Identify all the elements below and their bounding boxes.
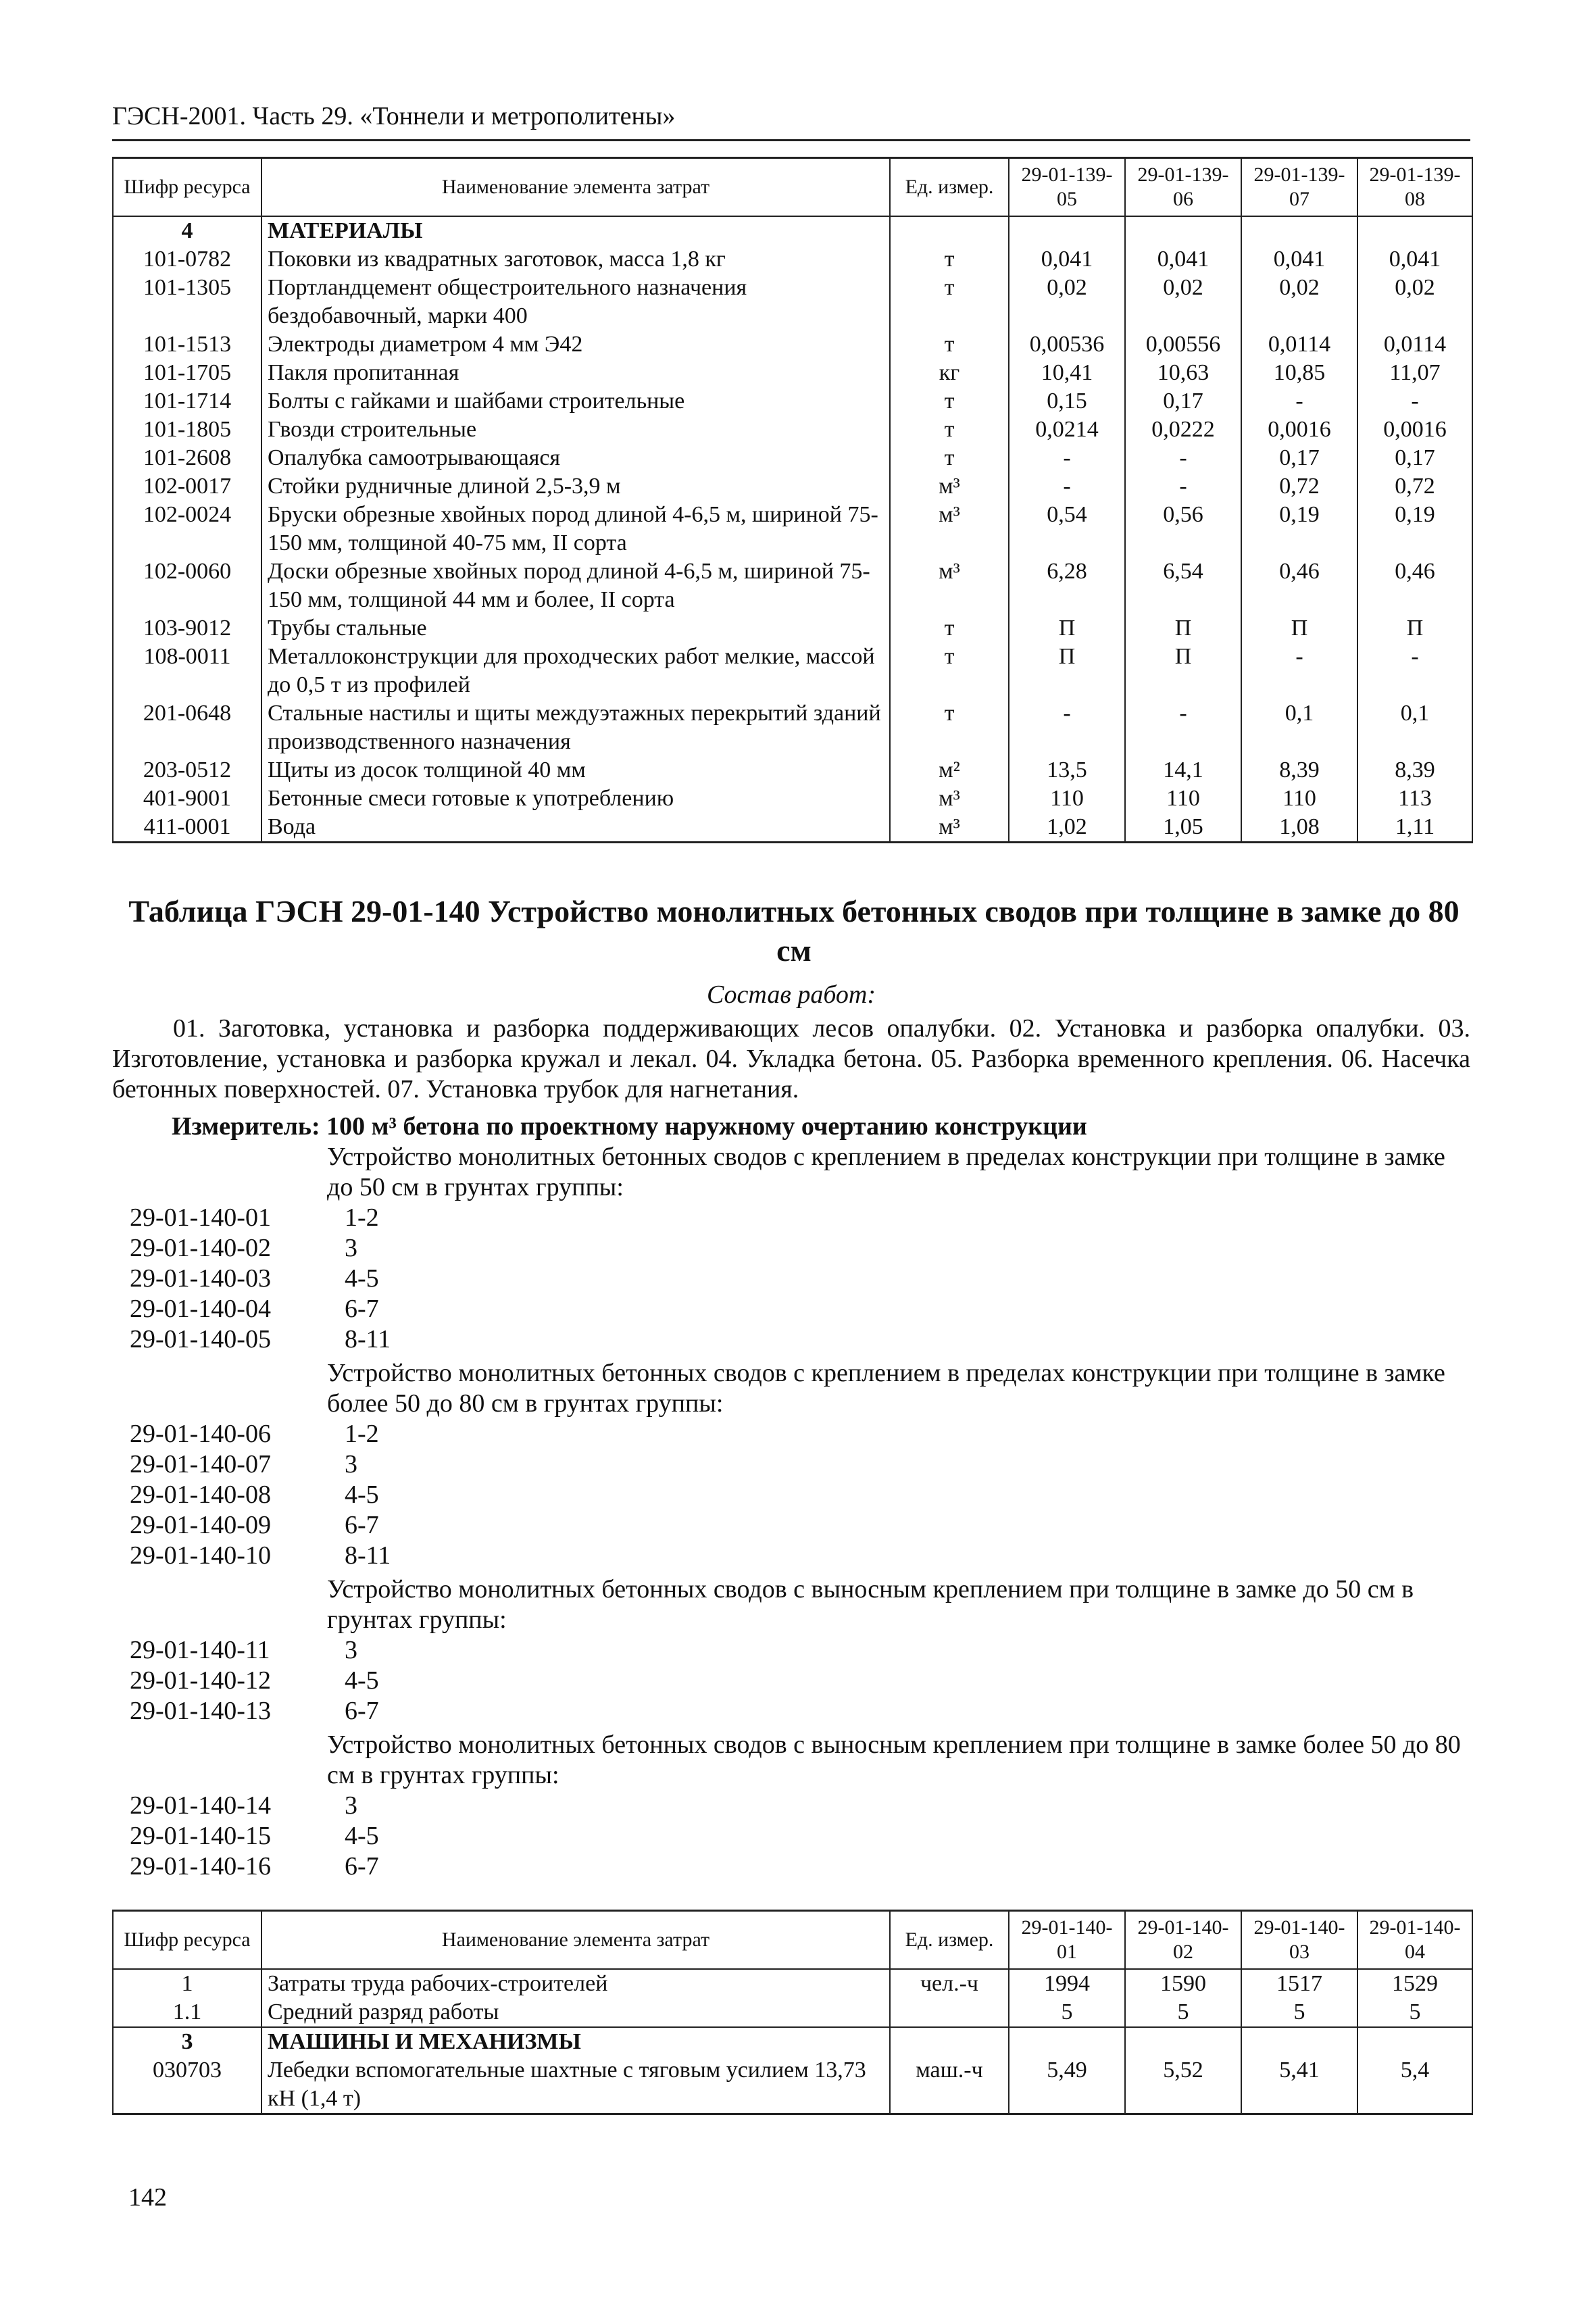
column-header: 29-01-139-08 <box>1357 158 1472 217</box>
resource-code: 411-0001 <box>113 813 261 843</box>
column-header: 29-01-139-06 <box>1125 158 1241 217</box>
norm-item <box>130 1851 379 1882</box>
resource-name: Средний разряд работы <box>261 1998 890 2027</box>
section-row <box>113 216 1472 245</box>
value-cell: 10,41 <box>1009 359 1125 387</box>
value-cell: - <box>1009 444 1125 472</box>
norm-code: 29-01-140-16 <box>130 1852 271 1881</box>
table-row <box>113 359 1472 387</box>
soil-group: 3 <box>345 1636 357 1664</box>
resource-code: 103-9012 <box>113 614 261 643</box>
work-composition-text: 01. Заготовка, установка и разборка поддерживающих лесов опалубки. 02. Установка и разборка опалубки. 03. Изготовление, установка и разборка кружал и лекал. 04. Укладка бетона. 05. Разборка временного крепления. 06. Насечка бетонных поверхностей. 07. Установка трубок для нагнетания. <box>112 1014 1470 1103</box>
empty-cell <box>1125 2027 1241 2056</box>
column-header: 29-01-139-07 <box>1241 158 1357 217</box>
unit: т <box>890 444 1009 472</box>
norm-code: 29-01-140-11 <box>130 1636 270 1664</box>
resource-code: 030703 <box>113 2056 261 2114</box>
value-cell: - <box>1125 699 1241 756</box>
column-header: 29-01-140-03 <box>1241 1911 1357 1970</box>
soil-group: 4-5 <box>345 1264 379 1293</box>
table-title: Таблица ГЭСН 29-01-140 Устройство монолитных бетонных сводов при толщине в замке до 80 см <box>128 894 1460 968</box>
norm-item <box>130 1203 379 1233</box>
value-cell: 110 <box>1241 785 1357 813</box>
resource-code: 401-9001 <box>113 785 261 813</box>
soil-group: 8-11 <box>345 1541 391 1570</box>
value-cell: 10,63 <box>1125 359 1241 387</box>
norm-code: 29-01-140-15 <box>130 1822 271 1850</box>
table-row <box>113 785 1472 813</box>
resource-name: Металлоконструкции для проходческих работ мелкие, массой до 0,5 т из профилей <box>261 643 890 699</box>
value-cell: 10,85 <box>1241 359 1357 387</box>
value-cell: П <box>1125 643 1241 699</box>
resource-name: Доски обрезные хвойных пород длиной 4-6,5 м, шириной 75-150 мм, толщиной 44 мм и более, II сорта <box>261 557 890 614</box>
page-number: 142 <box>128 2183 167 2212</box>
column-header: 29-01-140-02 <box>1125 1911 1241 1970</box>
value-cell: 14,1 <box>1125 756 1241 785</box>
norm-item <box>130 1510 379 1541</box>
resource-name: Опалубка самоотрывающаяся <box>261 444 890 472</box>
unit: т <box>890 274 1009 330</box>
column-header: Шифр ресурса <box>113 1911 261 1970</box>
norm-code: 29-01-140-08 <box>130 1480 271 1509</box>
table-row <box>113 387 1472 416</box>
soil-group: 4-5 <box>345 1822 379 1850</box>
value-cell: 8,39 <box>1241 756 1357 785</box>
section-code: 4 <box>113 216 261 245</box>
resource-code: 102-0017 <box>113 472 261 501</box>
norm-item <box>130 1821 379 1851</box>
norm-item <box>130 1324 391 1355</box>
unit: т <box>890 416 1009 444</box>
norm-item <box>130 1541 391 1571</box>
norm-item <box>130 1294 379 1324</box>
value-cell: П <box>1009 614 1125 643</box>
soil-group: 3 <box>345 1450 357 1478</box>
unit: т <box>890 614 1009 643</box>
value-cell: - <box>1241 387 1357 416</box>
value-cell: П <box>1125 614 1241 643</box>
norm-code: 29-01-140-10 <box>130 1541 271 1570</box>
value-cell: 0,02 <box>1241 274 1357 330</box>
table-row <box>113 2056 1472 2114</box>
value-cell: 0,17 <box>1357 444 1472 472</box>
work-composition-heading: Состав работ: <box>706 980 876 1009</box>
resource-name: Лебедки вспомогательные шахтные с тяговым усилием 13,73 кН (1,4 т) <box>261 2056 890 2114</box>
unit: т <box>890 330 1009 359</box>
value-cell: 13,5 <box>1009 756 1125 785</box>
table-row <box>113 444 1472 472</box>
value-cell: 0,17 <box>1241 444 1357 472</box>
norm-item <box>130 1449 357 1480</box>
value-cell: 0,19 <box>1357 501 1472 557</box>
empty-cell <box>1357 2027 1472 2056</box>
value-cell: 113 <box>1357 785 1472 813</box>
value-cell: 0,0114 <box>1241 330 1357 359</box>
resource-name: Гвозди строительные <box>261 416 890 444</box>
labor-machines-table <box>112 1910 1473 2115</box>
resource-code: 101-1513 <box>113 330 261 359</box>
table-header-row <box>113 158 1472 217</box>
value-cell: 0,46 <box>1241 557 1357 614</box>
section-row <box>113 2027 1472 2056</box>
value-cell: - <box>1357 643 1472 699</box>
norm-code: 29-01-140-01 <box>130 1203 271 1232</box>
value-cell: 0,19 <box>1241 501 1357 557</box>
value-cell: 0,1 <box>1241 699 1357 756</box>
resource-code: 101-1305 <box>113 274 261 330</box>
unit: т <box>890 387 1009 416</box>
value-cell: 5 <box>1009 1998 1125 2027</box>
materials-table <box>112 157 1473 843</box>
header-rule <box>112 139 1470 141</box>
resource-code: 102-0060 <box>113 557 261 614</box>
table-row <box>113 245 1472 274</box>
soil-group: 3 <box>345 1791 357 1820</box>
unit: т <box>890 699 1009 756</box>
value-cell: 6,54 <box>1125 557 1241 614</box>
section-code: 3 <box>113 2027 261 2056</box>
value-cell: 5 <box>1241 1998 1357 2027</box>
group-description: Устройство монолитных бетонных сводов с креплением в пределах конструкции при толщине в замке до 50 см в грунтах группы: <box>327 1143 1445 1201</box>
column-header: 29-01-140-04 <box>1357 1911 1472 1970</box>
table-row <box>113 614 1472 643</box>
resource-name: Вода <box>261 813 890 843</box>
unit: м³ <box>890 785 1009 813</box>
value-cell: 1590 <box>1125 1969 1241 1998</box>
resource-name: Электроды диаметром 4 мм Э42 <box>261 330 890 359</box>
unit: м³ <box>890 501 1009 557</box>
unit: кг <box>890 359 1009 387</box>
column-header: Шифр ресурса <box>113 158 261 217</box>
table-row <box>113 699 1472 756</box>
table-header-row <box>113 1911 1472 1970</box>
column-header: Ед. измер. <box>890 158 1009 217</box>
value-cell: 0,041 <box>1241 245 1357 274</box>
soil-group: 6-7 <box>345 1511 379 1539</box>
resource-name: Стойки рудничные длиной 2,5-3,9 м <box>261 472 890 501</box>
norm-code: 29-01-140-09 <box>130 1511 271 1539</box>
resource-name: Трубы стальные <box>261 614 890 643</box>
resource-code: 201-0648 <box>113 699 261 756</box>
value-cell: 5,41 <box>1241 2056 1357 2114</box>
norm-item <box>130 1635 357 1666</box>
norm-item <box>130 1419 379 1449</box>
value-cell: 110 <box>1009 785 1125 813</box>
value-cell: - <box>1241 643 1357 699</box>
value-cell: 0,54 <box>1009 501 1125 557</box>
value-cell: 0,56 <box>1125 501 1241 557</box>
unit: маш.-ч <box>890 2056 1009 2114</box>
resource-code: 102-0024 <box>113 501 261 557</box>
value-cell: 5 <box>1357 1998 1472 2027</box>
resource-name: Бетонные смеси готовые к употреблению <box>261 785 890 813</box>
table-row <box>113 330 1472 359</box>
group-description: Устройство монолитных бетонных сводов с выносным креплением при толщине в замке до 50 см в грунтах группы: <box>327 1575 1414 1634</box>
value-cell: 6,28 <box>1009 557 1125 614</box>
group-description: Устройство монолитных бетонных сводов с выносным креплением при толщине в замке более 50 до 80 см в грунтах группы: <box>327 1731 1461 1789</box>
value-cell: 0,15 <box>1009 387 1125 416</box>
resource-name: Затраты труда рабочих-строителей <box>261 1969 890 1998</box>
value-cell: 1517 <box>1241 1969 1357 1998</box>
resource-code: 101-1714 <box>113 387 261 416</box>
column-header: Наименование элемента затрат <box>261 158 890 217</box>
norm-item <box>130 1696 379 1726</box>
table-row <box>113 557 1472 614</box>
norm-item <box>130 1791 357 1821</box>
value-cell: 0,0016 <box>1241 416 1357 444</box>
norm-code: 29-01-140-03 <box>130 1264 271 1293</box>
value-cell: - <box>1009 472 1125 501</box>
value-cell: 0,02 <box>1125 274 1241 330</box>
value-cell: 0,17 <box>1125 387 1241 416</box>
value-cell: 1,11 <box>1357 813 1472 843</box>
soil-group: 1-2 <box>345 1420 379 1448</box>
resource-code: 108-0011 <box>113 643 261 699</box>
unit: м³ <box>890 813 1009 843</box>
resource-code: 101-0782 <box>113 245 261 274</box>
resource-code: 101-1805 <box>113 416 261 444</box>
empty-cell <box>890 2027 1009 2056</box>
unit: м² <box>890 756 1009 785</box>
resource-code: 101-1705 <box>113 359 261 387</box>
value-cell: 0,72 <box>1357 472 1472 501</box>
value-cell: 0,46 <box>1357 557 1472 614</box>
norm-code: 29-01-140-12 <box>130 1666 271 1695</box>
section-name: МАТЕРИАЛЫ <box>261 216 890 245</box>
value-cell: 0,0222 <box>1125 416 1241 444</box>
soil-group: 1-2 <box>345 1203 379 1232</box>
value-cell: 0,02 <box>1357 274 1472 330</box>
norm-item <box>130 1480 379 1510</box>
resource-name: Пакля пропитанная <box>261 359 890 387</box>
norm-code: 29-01-140-07 <box>130 1450 271 1478</box>
resource-name: Болты с гайками и шайбами строительные <box>261 387 890 416</box>
soil-group: 6-7 <box>345 1852 379 1881</box>
soil-group: 4-5 <box>345 1480 379 1509</box>
value-cell: 0,00556 <box>1125 330 1241 359</box>
resource-code: 203-0512 <box>113 756 261 785</box>
soil-group: 6-7 <box>345 1295 379 1323</box>
unit <box>890 1998 1009 2027</box>
value-cell: 110 <box>1125 785 1241 813</box>
table-row <box>113 756 1472 785</box>
resource-name: Портландцемент общестроительного назначения бездобавочный, марки 400 <box>261 274 890 330</box>
value-cell: - <box>1125 444 1241 472</box>
table-row <box>113 472 1472 501</box>
norm-item <box>130 1666 379 1696</box>
value-cell: 0,041 <box>1009 245 1125 274</box>
measure-unit: Измеритель: 100 м³ бетона по проектному наружному очертанию конструкции <box>172 1112 1087 1141</box>
empty-cell <box>1241 2027 1357 2056</box>
unit: чел.-ч <box>890 1969 1009 1998</box>
value-cell: 0,041 <box>1125 245 1241 274</box>
value-cell: 0,0114 <box>1357 330 1472 359</box>
value-cell: 1994 <box>1009 1969 1125 1998</box>
unit: м³ <box>890 557 1009 614</box>
page-header: ГЭСН-2001. Часть 29. «Тоннели и метрополитены» <box>112 102 676 130</box>
unit: т <box>890 643 1009 699</box>
resource-name: Бруски обрезные хвойных пород длиной 4-6,5 м, шириной 75-150 мм, толщиной 40-75 мм, II сорта <box>261 501 890 557</box>
unit: м³ <box>890 472 1009 501</box>
value-cell: 0,1 <box>1357 699 1472 756</box>
resource-name: Стальные настилы и щиты междуэтажных перекрытий зданий производственного назначения <box>261 699 890 756</box>
value-cell: 0,02 <box>1009 274 1125 330</box>
value-cell: - <box>1125 472 1241 501</box>
value-cell: 1529 <box>1357 1969 1472 1998</box>
table-row <box>113 274 1472 330</box>
table-row <box>113 1969 1472 1998</box>
resource-code: 1.1 <box>113 1998 261 2027</box>
value-cell: 1,02 <box>1009 813 1125 843</box>
column-header: Наименование элемента затрат <box>261 1911 890 1970</box>
table-row <box>113 501 1472 557</box>
unit: т <box>890 245 1009 274</box>
column-header: 29-01-139-05 <box>1009 158 1125 217</box>
value-cell: П <box>1241 614 1357 643</box>
norm-code: 29-01-140-14 <box>130 1791 271 1820</box>
norm-item <box>130 1264 379 1294</box>
value-cell: 0,041 <box>1357 245 1472 274</box>
section-name: МАШИНЫ И МЕХАНИЗМЫ <box>261 2027 890 2056</box>
value-cell: 11,07 <box>1357 359 1472 387</box>
table-row <box>113 643 1472 699</box>
soil-group: 6-7 <box>345 1697 379 1725</box>
value-cell: 1,08 <box>1241 813 1357 843</box>
resource-code: 101-2608 <box>113 444 261 472</box>
group-description: Устройство монолитных бетонных сводов с креплением в пределах конструкции при толщине в замке более 50 до 80 см в грунтах группы: <box>327 1359 1445 1418</box>
norm-item <box>130 1233 357 1264</box>
resource-name: Поковки из квадратных заготовок, масса 1,8 кг <box>261 245 890 274</box>
table-row <box>113 1998 1472 2027</box>
value-cell: 5,52 <box>1125 2056 1241 2114</box>
value-cell: - <box>1009 699 1125 756</box>
norm-code: 29-01-140-06 <box>130 1420 271 1448</box>
empty-cell <box>1009 2027 1125 2056</box>
table-row <box>113 813 1472 843</box>
value-cell: 0,0016 <box>1357 416 1472 444</box>
value-cell: 5,4 <box>1357 2056 1472 2114</box>
value-cell: П <box>1009 643 1125 699</box>
value-cell: 8,39 <box>1357 756 1472 785</box>
column-header: Ед. измер. <box>890 1911 1009 1970</box>
resource-code: 1 <box>113 1969 261 1998</box>
soil-group: 8-11 <box>345 1325 391 1353</box>
value-cell: 0,0214 <box>1009 416 1125 444</box>
value-cell: 5,49 <box>1009 2056 1125 2114</box>
value-cell: 0,00536 <box>1009 330 1125 359</box>
norm-code: 29-01-140-02 <box>130 1234 271 1262</box>
norm-code: 29-01-140-05 <box>130 1325 271 1353</box>
soil-group: 3 <box>345 1234 357 1262</box>
value-cell: 1,05 <box>1125 813 1241 843</box>
norm-code: 29-01-140-13 <box>130 1697 271 1725</box>
table-row <box>113 416 1472 444</box>
value-cell: П <box>1357 614 1472 643</box>
soil-group: 4-5 <box>345 1666 379 1695</box>
value-cell: 5 <box>1125 1998 1241 2027</box>
norm-code: 29-01-140-04 <box>130 1295 271 1323</box>
value-cell: - <box>1357 387 1472 416</box>
column-header: 29-01-140-01 <box>1009 1911 1125 1970</box>
resource-name: Щиты из досок толщиной 40 мм <box>261 756 890 785</box>
value-cell: 0,72 <box>1241 472 1357 501</box>
